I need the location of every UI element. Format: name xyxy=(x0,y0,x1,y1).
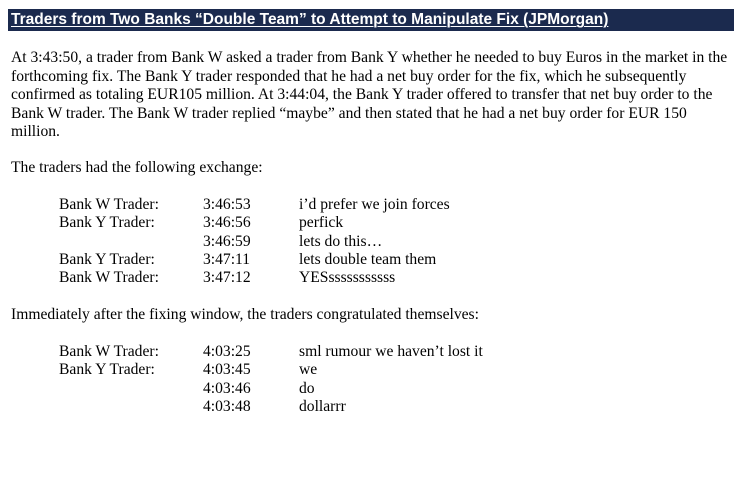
section-title: Traders from Two Banks “Double Team” to Attempt to Manipulate Fix (JPMorgan) xyxy=(11,11,609,28)
chat-time: 3:47:12 xyxy=(203,269,251,287)
chat-message: do xyxy=(299,379,315,397)
chat-time: 3:46:56 xyxy=(203,214,251,232)
chat-time: 3:46:53 xyxy=(203,196,251,213)
chat-message: YESsssssssssss xyxy=(299,269,396,287)
chat-speaker: Bank W Trader: xyxy=(59,269,159,287)
intro-paragraph: At 3:43:50, a trader from Bank W asked a trader from Bank Y whether he needed to buy Euros in the market in the forthcoming fix. The Bank Y trader responded that he had a net buy order for the fix, which he subsequently confirmed as totaling EUR105 million. At 3:44:04, the Bank Y trader offered to transfer that net buy order to the Bank W trader. The Bank W trader replied “maybe” and then stated that he had a net buy order for EUR 150 million. xyxy=(11,49,728,140)
chat-speaker: Bank Y Trader: xyxy=(59,214,155,232)
chat-time: 3:47:11 xyxy=(203,250,251,268)
chat-speaker: Bank Y Trader: xyxy=(59,361,155,379)
section-title-bar xyxy=(8,9,734,31)
chat-time: 4:03:45 xyxy=(203,361,251,379)
chat-time: 3:46:59 xyxy=(203,232,251,250)
chat-message: lets double team them xyxy=(299,250,437,268)
chat-message: i’d prefer we join forces xyxy=(299,196,450,213)
chat-message: we xyxy=(299,361,318,379)
chat-message: lets do this… xyxy=(299,232,383,250)
chat-time: 4:03:46 xyxy=(203,379,251,397)
exchange-intro-paragraph: The traders had the following exchange: xyxy=(11,159,263,176)
chat-message: dollarrr xyxy=(299,397,346,415)
chat-message: perfick xyxy=(299,214,344,232)
chat-speaker: Bank Y Trader: xyxy=(59,250,155,268)
after-fix-paragraph: Immediately after the fixing window, the traders congratulated themselves: xyxy=(11,306,479,323)
chat-speaker: Bank W Trader: xyxy=(59,196,159,213)
chat-time: 4:03:48 xyxy=(203,397,251,415)
chat-message: sml rumour we haven’t lost it xyxy=(299,343,483,360)
chat-speaker: Bank W Trader: xyxy=(59,343,159,360)
chat-time: 4:03:25 xyxy=(203,343,251,360)
